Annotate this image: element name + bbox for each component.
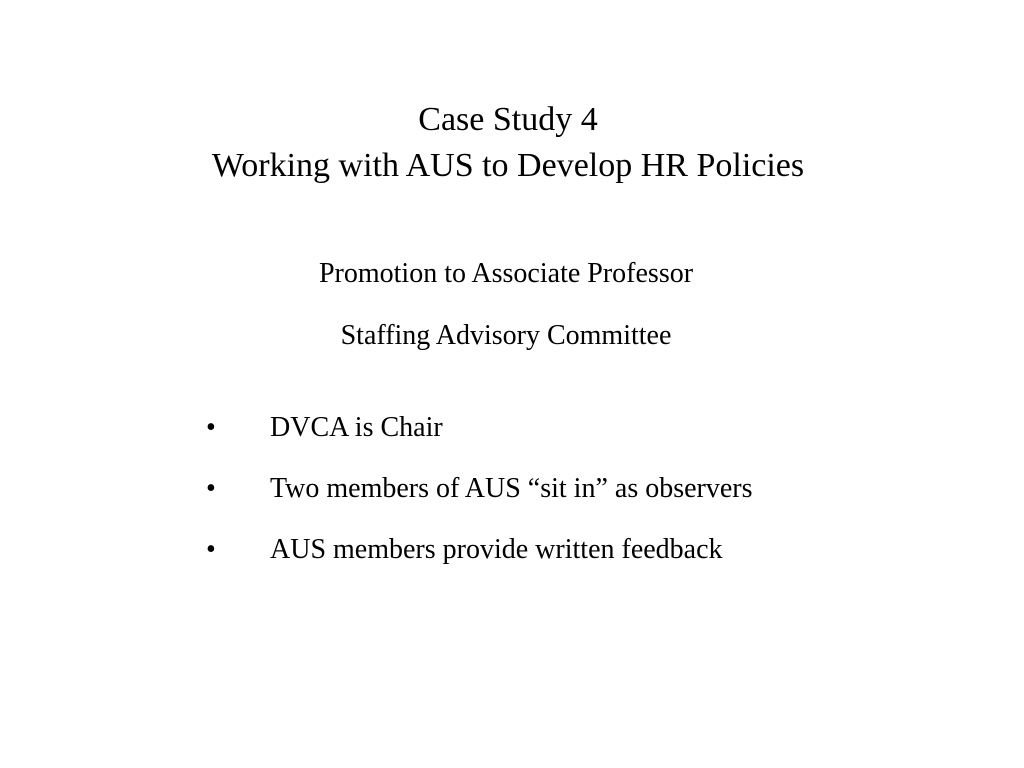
- title-line-2: Working with AUS to Develop HR Policies: [211, 147, 805, 184]
- bullet-text: DVCA is Chair: [270, 412, 443, 443]
- bullet-icon: •: [206, 412, 216, 443]
- title-line-1: Case Study 4: [418, 101, 598, 138]
- subtitle-line-1: Promotion to Associate Professor: [318, 258, 694, 289]
- slide-subtitle: [0, 255, 1012, 379]
- bullet-text: Two members of AUS “sit in” as observers: [270, 473, 753, 504]
- bullet-text: AUS members provide written feedback: [270, 534, 723, 565]
- bullet-icon: •: [206, 473, 216, 504]
- slide-title: [0, 97, 1016, 189]
- subtitle-line-2: Staffing Advisory Committee: [340, 320, 672, 351]
- bullet-icon: •: [206, 534, 216, 565]
